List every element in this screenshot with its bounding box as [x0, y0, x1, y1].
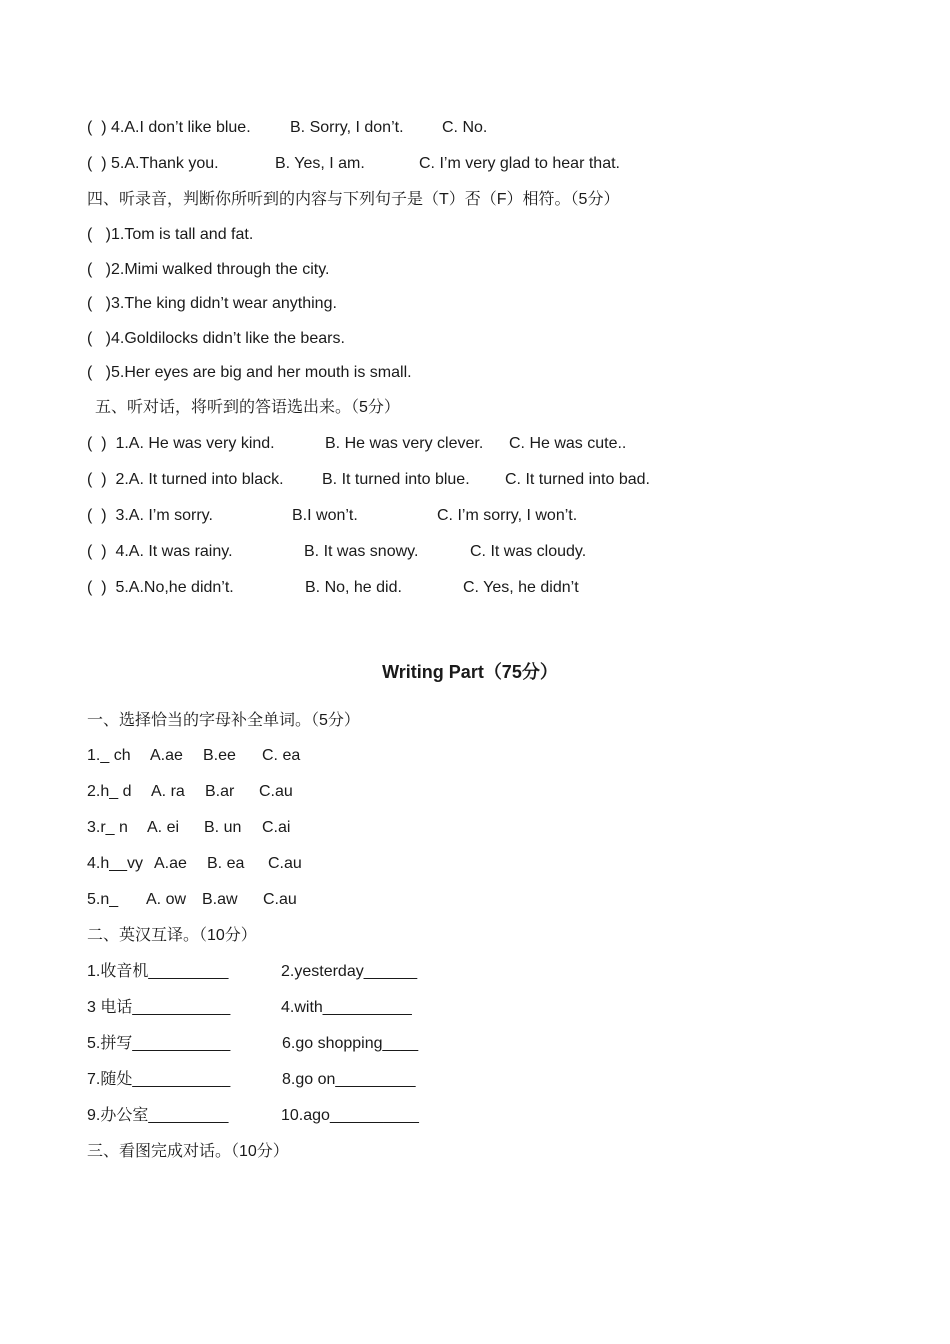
s5-q2-b: B. It turned into blue.: [322, 471, 470, 488]
w1-q3-a: A. ei: [147, 819, 180, 836]
writing-part-title: Writing Part（75分）: [382, 662, 558, 682]
w1-q2-word: 2.h_ d: [87, 783, 132, 800]
s3-q5-c: C. I’m very glad to hear that.: [419, 155, 620, 172]
w1-q5-c: C.au: [263, 891, 297, 908]
s4-item-1: ( )1.Tom is tall and fat.: [87, 226, 254, 243]
s5-q1-c: C. He was cute..: [509, 435, 627, 452]
s4-item-3: ( )3.The king didn’t wear anything.: [87, 295, 337, 312]
s3-q4-c: C. No.: [442, 119, 488, 136]
s5-q3-b: B.I won’t.: [292, 507, 358, 524]
w2-item-2: 2.yesterday______: [281, 963, 418, 980]
s5-q4-a: ( ) 4.A. It was rainy.: [87, 543, 233, 560]
w1-q4-a: A.ae: [154, 855, 187, 872]
s5-q5-b: B. No, he did.: [305, 579, 402, 596]
s4-heading: 四、听录音，判断你所听到的内容与下列句子是（T）否（F）相符。（5分）: [87, 191, 620, 208]
w2-item-10: 10.ago__________: [281, 1107, 419, 1124]
s5-q1-b: B. He was very clever.: [325, 435, 484, 452]
s3-q5-b: B. Yes, I am.: [275, 155, 365, 172]
s5-q5-c: C. Yes, he didn’t: [463, 579, 579, 596]
s3-q4-b: B. Sorry, I don’t.: [290, 119, 404, 136]
s5-q2-c: C. It turned into bad.: [505, 471, 650, 488]
w1-q1-c: C. ea: [262, 747, 301, 764]
s5-q4-b: B. It was snowy.: [304, 543, 419, 560]
w1-q3-b: B. un: [204, 819, 242, 836]
s5-q3-a: ( ) 3.A. I’m sorry.: [87, 507, 213, 524]
w2-item-5: 5.拼写___________: [87, 1035, 231, 1052]
s5-q3-c: C. I’m sorry, I won’t.: [437, 507, 578, 524]
w1-q1-b: B.ee: [203, 747, 236, 764]
s5-q1-a: ( ) 1.A. He was very kind.: [87, 435, 275, 452]
w2-item-8: 8.go on_________: [282, 1071, 416, 1088]
w1-q1-word: 1._ ch: [87, 747, 131, 764]
w1-q3-word: 3.r_ n: [87, 819, 128, 836]
w1-q5-a: A. ow: [146, 891, 187, 908]
w2-item-6: 6.go shopping____: [282, 1035, 419, 1052]
w1-q4-c: C.au: [268, 855, 302, 872]
w1-q3-c: C.ai: [262, 819, 291, 836]
w1-q2-b: B.ar: [205, 783, 235, 800]
w1-q5-b: B.aw: [202, 891, 238, 908]
s4-item-4: ( )4.Goldilocks didn’t like the bears.: [87, 330, 345, 347]
w1-q2-c: C.au: [259, 783, 293, 800]
s5-q2-a: ( ) 2.A. It turned into black.: [87, 471, 284, 488]
s3-q5-a: ( ) 5.A.Thank you.: [87, 155, 219, 172]
s5-q4-c: C. It was cloudy.: [470, 543, 587, 560]
s4-item-5: ( )5.Her eyes are big and her mouth is small.: [87, 364, 412, 381]
w1-q4-word: 4.h__vy: [87, 855, 144, 872]
w2-item-7: 7.随处___________: [87, 1071, 231, 1088]
w2-item-1: 1.收音机_________: [87, 963, 229, 980]
w1-q5-word: 5.n_: [87, 891, 119, 908]
w3-heading: 三、看图完成对话。（10分）: [87, 1143, 289, 1160]
w2-item-9: 9.办公室_________: [87, 1107, 229, 1124]
s4-item-2: ( )2.Mimi walked through the city.: [87, 261, 330, 278]
w1-q1-a: A.ae: [150, 747, 183, 764]
s3-q4-a: ( ) 4.A.I don’t like blue.: [87, 119, 251, 136]
w2-heading: 二、英汉互译。（10分）: [87, 927, 257, 944]
w1-q4-b: B. ea: [207, 855, 245, 872]
w1-heading: 一、选择恰当的字母补全单词。（5分）: [87, 712, 360, 729]
s5-q5-a: ( ) 5.A.No,he didn’t.: [87, 579, 234, 596]
w1-q2-a: A. ra: [151, 783, 185, 800]
w2-item-4: 4.with__________: [281, 999, 412, 1016]
w2-item-3: 3 电话___________: [87, 999, 231, 1016]
s5-heading: 五、听对话，将听到的答语选出来。（5分）: [95, 399, 400, 416]
